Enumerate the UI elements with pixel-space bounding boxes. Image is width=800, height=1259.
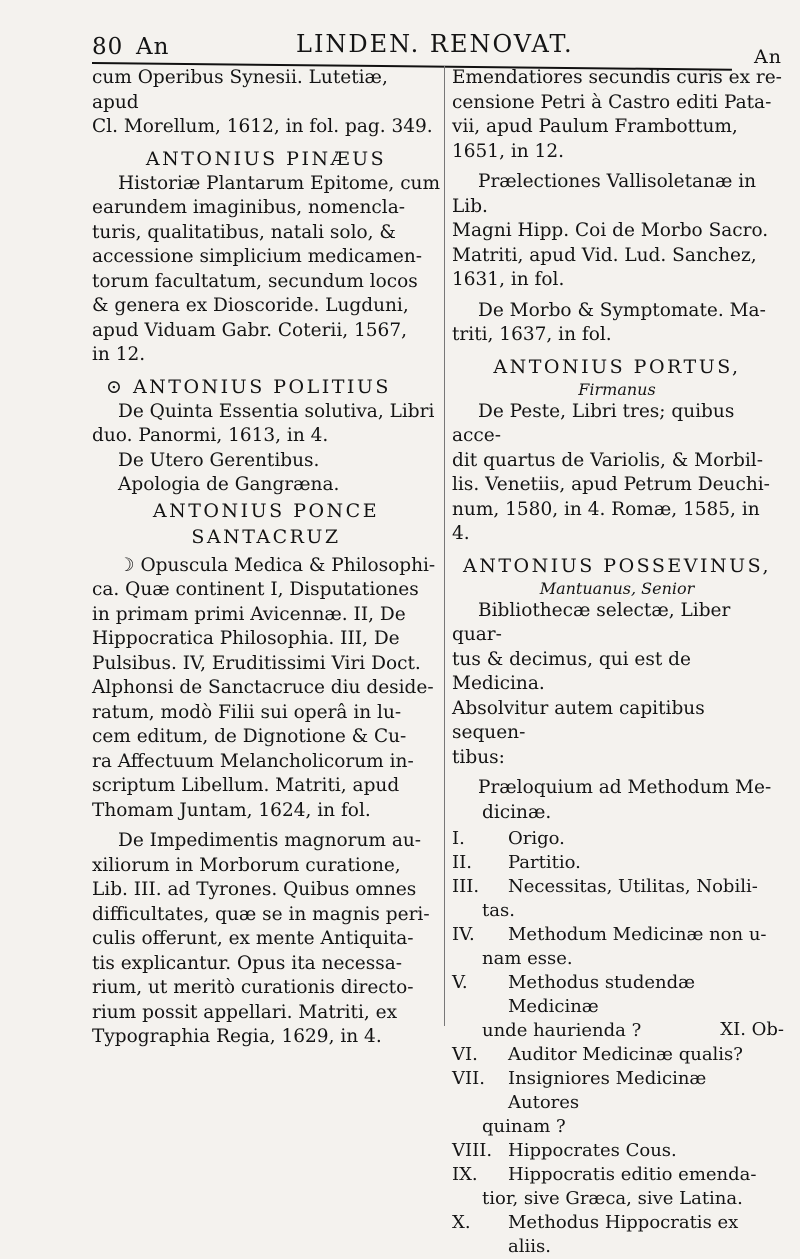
text-line: Bibliothecæ selectæ, Liber quar- [452, 599, 731, 645]
text-line: cum Operibus Synesii. Lutetiæ, apud [92, 67, 388, 113]
text-line: num, 1580, in 4. Romæ, 1585, in 4. [452, 498, 760, 544]
text-line: Thomam Juntam, 1624, in fol. [92, 799, 371, 821]
text-line: De Quinta Essentia solutiva, Libri [118, 400, 435, 422]
text-line: ca. Quæ continent I, Disputationes [92, 579, 419, 600]
text-line: ra Affectuum Melancholicorum in- [92, 750, 414, 772]
text-line: Matriti, apud Vid. Lud. Sanchez, [452, 244, 757, 266]
text-line: Absolvitur autem capitibus sequen- [452, 697, 705, 743]
text-line: Typographia Regia, 1629, in 4. [92, 1026, 382, 1047]
author-heading-santacruz: SANTACRUZ [191, 525, 341, 548]
author-heading-possevinus: ANTONIUS POSSEVINUS, [463, 554, 771, 577]
author-heading-pinaeus: ANTONIUS PINÆUS [145, 147, 387, 170]
text-line: Alphonsi de Sanctacruce diu deside- [92, 677, 434, 698]
text-line: Hippocratica Philosophia. III, De [92, 628, 400, 649]
running-header [92, 26, 782, 66]
text-line: De Utero Gerentibus. [118, 449, 320, 471]
text-line: in 12. [92, 344, 146, 365]
catchword: XI. Ob- [720, 1019, 784, 1040]
entry-praelectiones [452, 170, 782, 293]
text-line: censione Petri à Castro editi Pata- [452, 91, 772, 113]
text-line: triti, 1637, in fol. [452, 324, 612, 345]
text-line: Magni Hipp. Coi de Morbo Sacro. [452, 220, 769, 241]
text-line: rium possit appellari. Matriti, ex [92, 1001, 398, 1023]
chapter-item: I. Origo. [452, 828, 565, 849]
text-line: ☽ Opuscula Medica & Philosophi- [118, 554, 436, 576]
entry-bibliotheca-selecta [452, 599, 782, 771]
chapter-item: X. Methodus Hippocratis ex aliis. [452, 1212, 739, 1257]
text-line: Emendatiores secundis curis ex re- [452, 67, 782, 88]
text-line: earundem imaginibus, nomencla- [92, 197, 405, 218]
author-heading-ponce: ANTONIUS PONCE [152, 499, 380, 522]
text-line: tus & decimus, qui est de Medicina. [452, 648, 691, 694]
text-line: Cl. Morellum, 1612, in fol. pag. 349. [92, 116, 433, 137]
chapter-item-continued: unde haurienda ? [482, 1020, 642, 1041]
text-line: 1631, in fol. [452, 269, 565, 290]
text-line: & genera ex Dioscoride. Lugduni, [92, 295, 409, 316]
entry-opuscula-medica [92, 554, 440, 824]
text-line: rium, ut meritò curationis directo- [92, 977, 414, 998]
text-line: Apologia de Gangræna. [118, 474, 340, 495]
text-line: De Impedimentis magnorum au- [118, 830, 422, 851]
entry-intro [92, 66, 440, 140]
entry-de-morbo [452, 299, 782, 348]
entry-de-impedimentis [92, 829, 440, 1050]
right-column [452, 66, 782, 1259]
entry-emendatiores [452, 66, 782, 164]
entry-historiae-plantarum [92, 172, 440, 368]
text-line: difficultates, quæ se in magnis peri- [92, 903, 430, 925]
text-line: 1651, in 12. [452, 140, 564, 162]
page-number: 80 [92, 34, 124, 60]
entry-de-peste [452, 400, 782, 547]
text-line: lis. Venetiis, apud Petrum Deuchi- [452, 474, 770, 495]
entry-quinta-essentia [92, 400, 440, 498]
text-line: scriptum Libellum. Matriti, apud [92, 775, 400, 796]
text-line: ratum, modò Filii sui operâ in lu- [92, 701, 402, 723]
chapter-item-continued: tas. [482, 900, 515, 921]
text-line: cem editum, de Dignotione & Cu- [92, 726, 407, 747]
text-line: Pulsibus. IV, Eruditissimi Viri Doct. [92, 652, 421, 674]
text-line: duo. Panormi, 1613, in 4. [92, 425, 329, 446]
chapter-item: IV. Methodum Medicinæ non u- [452, 924, 767, 945]
left-column [92, 66, 440, 1056]
text-line: in primam primi Avicennæ. II, De [92, 603, 406, 625]
author-heading-portus: ANTONIUS PORTUS, [493, 355, 741, 378]
chapter-item: VIII. Hippocrates Cous. [452, 1140, 677, 1161]
chapter-item: VII. Insigniores Medicinæ Autores [452, 1068, 707, 1113]
author-subheading-firmanus: Firmanus [578, 379, 656, 399]
text-line: torum facultatum, secundum locos [92, 270, 418, 292]
chapter-item-continued: nam esse. [482, 948, 573, 969]
text-line: tis explicantur. Opus ita necessa- [92, 952, 403, 974]
text-line: vii, apud Paulum Frambottum, [452, 116, 738, 137]
author-subheading-mantuanus: Mantuanus, Senior [539, 578, 695, 598]
text-line: Historiæ Plantarum Epitome, cum [118, 172, 441, 194]
header-word-left: An [136, 34, 170, 60]
column-divider [444, 66, 445, 1026]
chapter-item: VI. Auditor Medicinæ qualis? [452, 1044, 743, 1065]
chapter-list [452, 827, 782, 1259]
text-line: xiliorum in Morborum curatione, [92, 854, 401, 876]
text-line: Præloquium ad Methodum Me- [478, 777, 772, 798]
author-heading-politius: ⊙ ANTONIUS POLITIUS [106, 375, 391, 398]
chapter-item-continued: tior, sive Græca, sive Latina. [482, 1188, 743, 1209]
text-line: De Morbo & Symptomate. Ma- [478, 299, 766, 321]
chapter-item: V. Methodus studendæ Medicinæ [452, 972, 696, 1017]
chapter-item-continued: quinam ? [482, 1116, 566, 1137]
text-line: dicinæ. [482, 801, 552, 823]
header-word-right: An [754, 46, 782, 68]
text-line: tibus: [452, 746, 505, 768]
text-line: culis offerunt, ex mente Antiquita- [92, 928, 414, 949]
text-line: accessione simplicium medicamen- [92, 246, 423, 267]
running-title: LINDEN. RENOVAT. [296, 30, 574, 58]
chapter-item: IX. Hippocratis editio emenda- [452, 1164, 757, 1185]
entry-praeloquium [452, 776, 782, 825]
text-line: dit quartus de Variolis, & Morbil- [452, 449, 763, 471]
text-line: turis, qualitatibus, natali solo, & [92, 221, 396, 243]
text-line: De Peste, Libri tres; quibus acce- [452, 400, 735, 446]
text-line: Prælectiones Vallisoletanæ in Lib. [452, 171, 757, 217]
chapter-item: II. Partitio. [452, 852, 581, 873]
text-line: apud Viduam Gabr. Coterii, 1567, [92, 319, 407, 341]
text-line: Lib. III. ad Tyrones. Quibus omnes [92, 879, 417, 900]
chapter-item: III. Necessitas, Utilitas, Nobili- [452, 876, 758, 897]
